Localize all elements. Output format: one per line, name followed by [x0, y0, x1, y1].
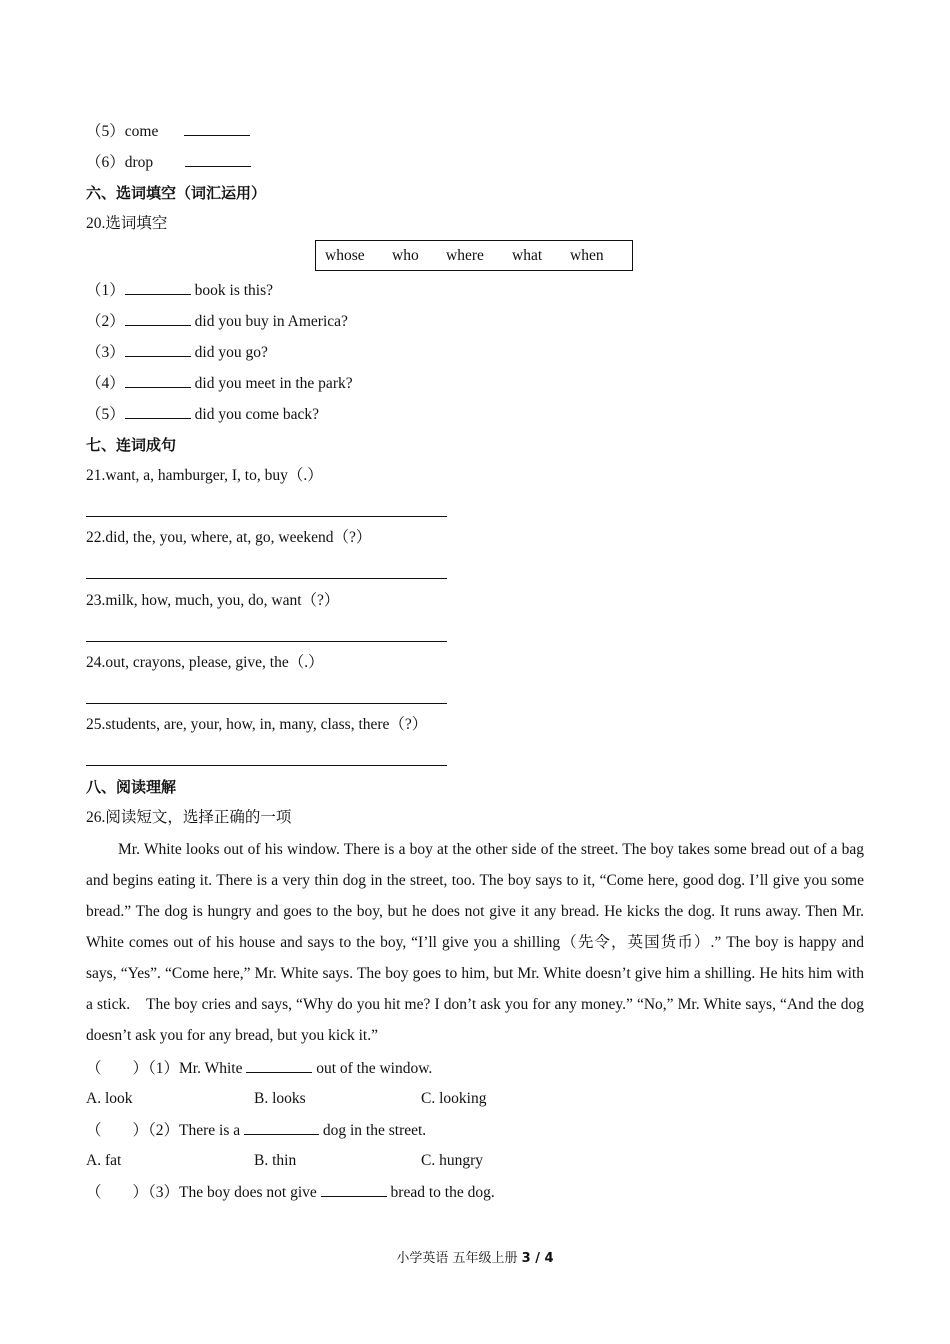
answer-blank[interactable]: [246, 1058, 312, 1073]
answer-blank[interactable]: [125, 373, 191, 388]
option-a[interactable]: A. fat: [86, 1152, 122, 1169]
option-a[interactable]: A. look: [86, 1090, 133, 1107]
answer-blank[interactable]: [184, 121, 250, 136]
answer-blank[interactable]: [321, 1182, 387, 1197]
question-20: 20.选词填空: [86, 215, 168, 232]
sub-question-1: （ ）（1）Mr. White out of the window.: [86, 1060, 433, 1077]
answer-blank[interactable]: [125, 280, 191, 295]
question-24: 24.out, crayons, please, give, the（.）: [86, 654, 324, 671]
question-25: 25.students, are, your, how, in, many, class, there（?）: [86, 716, 428, 733]
answer-line[interactable]: [86, 765, 447, 766]
answer-bracket[interactable]: （ ）: [86, 1184, 149, 1201]
answer-bracket[interactable]: （ ）: [86, 1060, 149, 1077]
word-bank-item: where: [446, 247, 484, 264]
word-bank-item: when: [570, 247, 604, 264]
word-bank-item: who: [392, 247, 419, 264]
sub-question-2: （ ）（2）There is a dog in the street.: [86, 1122, 427, 1139]
section-6-heading: 六、选词填空（词汇运用）: [86, 184, 267, 202]
prev-item-6: （6）drop: [86, 152, 251, 173]
answer-bracket[interactable]: （ ）: [86, 1122, 149, 1139]
question-21: 21.want, a, hamburger, I, to, buy（.）: [86, 467, 323, 484]
word-bank-item: what: [512, 247, 543, 264]
page-total: 4: [544, 1251, 554, 1266]
answer-blank[interactable]: [244, 1120, 319, 1135]
page-footer: [0, 1247, 950, 1266]
fill-item-3: （3） did you go?: [86, 344, 268, 361]
answer-blank[interactable]: [125, 342, 191, 357]
fill-item-5: （5） did you come back?: [86, 406, 320, 423]
answer-line[interactable]: [86, 641, 447, 642]
option-c[interactable]: C. hungry: [421, 1152, 483, 1169]
question-22: 22.did, the, you, where, at, go, weekend（?）: [86, 529, 372, 546]
answer-blank[interactable]: [185, 152, 251, 167]
sub-question-3: （ ）（3）The boy does not give bread to the dog.: [86, 1184, 495, 1201]
reading-passage: [86, 834, 864, 1051]
answer-blank[interactable]: [125, 311, 191, 326]
answer-line[interactable]: [86, 578, 447, 579]
fill-item-1: （1） book is this?: [86, 282, 274, 299]
fill-item-4: （4） did you meet in the park?: [86, 375, 353, 392]
option-b[interactable]: B. thin: [254, 1152, 297, 1169]
page-separator: /: [530, 1251, 545, 1266]
option-b[interactable]: B. looks: [254, 1090, 306, 1107]
passage-text: Mr. White looks out of his window. There is a boy at the other side of the street. The boy takes some bread out of a bag and begins eating it. There is a very thin dog in the street, too. The boy says to it, “Come here, good dog. I’ll give you some bread.” The dog is hungry and goes to the boy, but he does not give it any bread. He kicks the dog. It runs away. Then Mr. White comes out of his house and says to the boy, “I’ll give you a shilling（先令，英国货币）.” The boy is happy and says, “Yes”. “Come here,” Mr. White says. The boy goes to him, but Mr. White doesn’t give him a shilling. He hits him with a stick. The boy cries and says, “Why do you hit me? I don’t ask you for any money.” “No,” Mr. White says, “And the dog doesn’t ask you for any bread, but you kick it.”: [86, 841, 864, 1044]
option-c[interactable]: C. looking: [421, 1090, 487, 1107]
page-number: 3: [521, 1251, 531, 1266]
footer-label: 小学英语 五年级上册: [396, 1251, 522, 1266]
word-bank: [315, 240, 633, 271]
section-8-heading: 八、阅读理解: [86, 778, 177, 796]
prev-item-5: （5）come: [86, 121, 250, 142]
question-26: 26.阅读短文，选择正确的一项: [86, 809, 292, 826]
word-bank-item: whose: [325, 247, 365, 264]
question-23: 23.milk, how, much, you, do, want（?）: [86, 592, 340, 609]
fill-item-2: （2） did you buy in America?: [86, 313, 348, 330]
answer-line[interactable]: [86, 516, 447, 517]
answer-line[interactable]: [86, 703, 447, 704]
section-7-heading: 七、连词成句: [86, 436, 177, 454]
answer-blank[interactable]: [125, 404, 191, 419]
